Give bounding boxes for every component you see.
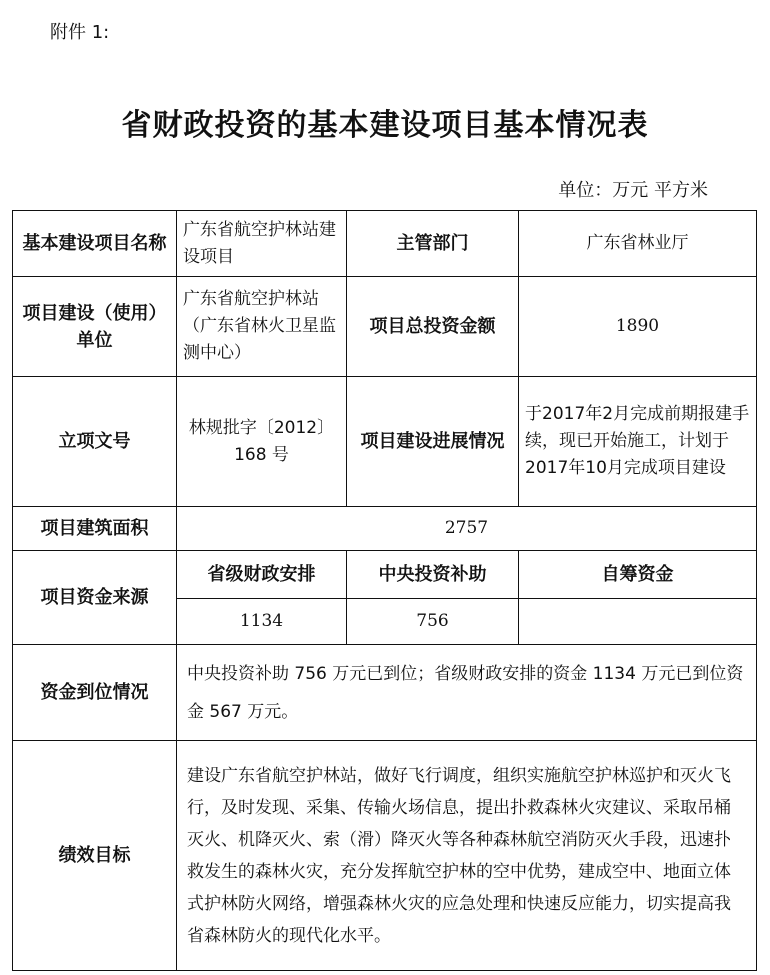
funds-arrival-value: 中央投资补助 756 万元已到位；省级财政安排的资金 1134 万元已到位资金 567 万元。 <box>177 645 757 741</box>
progress-value: 于2017年2月完成前期报建手续，现已开始施工，计划于2017年10月完成项目建设 <box>519 377 757 507</box>
dept-label: 主管部门 <box>347 211 519 277</box>
funding-col-central: 中央投资补助 <box>347 551 519 599</box>
total-invest-value: 1890 <box>519 277 757 377</box>
project-name-label: 基本建设项目名称 <box>13 211 177 277</box>
performance-goal-label: 绩效目标 <box>13 741 177 971</box>
funding-self-value <box>519 599 757 645</box>
approval-doc-label: 立项文号 <box>13 377 177 507</box>
table-row <box>13 645 757 741</box>
table-row <box>13 741 757 971</box>
area-value: 2757 <box>177 507 757 551</box>
total-invest-label: 项目总投资金额 <box>347 277 519 377</box>
progress-label: 项目建设进展情况 <box>347 377 519 507</box>
page-title: 省财政投资的基本建设项目基本情况表 <box>121 108 649 143</box>
performance-goal-value: 建设广东省航空护林站，做好飞行调度，组织实施航空护林巡护和灭火飞行，及时发现、采集、传输火场信息，提出扑救森林火灾建议、采取吊桶灭火、机降灭火、索（滑）降灭火等各种森林航空消防灭火手段，迅速扑救发生的森林火灾，充分发挥航空护林的空中优势，建成空中、地面立体式护林防火网络，增强森林火灾的应急处理和快速反应能力，切实提高我省森林防火的现代化水平。 <box>177 741 757 971</box>
funding-central-value: 756 <box>347 599 519 645</box>
table-row <box>13 211 757 277</box>
funds-arrival-label: 资金到位情况 <box>13 645 177 741</box>
build-unit-value: 广东省航空护林站（广东省林火卫星监测中心） <box>177 277 347 377</box>
area-label: 项目建筑面积 <box>13 507 177 551</box>
table-row <box>13 277 757 377</box>
funding-col-self: 自筹资金 <box>519 551 757 599</box>
attachment-label: 附件 1: <box>50 22 110 43</box>
funding-col-provincial: 省级财政安排 <box>177 551 347 599</box>
project-info-table <box>12 210 757 971</box>
build-unit-label: 项目建设（使用）单位 <box>13 277 177 377</box>
funding-provincial-value: 1134 <box>177 599 347 645</box>
dept-value: 广东省林业厅 <box>519 211 757 277</box>
funding-source-label: 项目资金来源 <box>13 551 177 645</box>
unit-label: 单位：万元 平方米 <box>558 180 708 201</box>
table-row <box>13 377 757 507</box>
table-row <box>13 507 757 551</box>
project-name-value: 广东省航空护林站建设项目 <box>177 211 347 277</box>
table-row <box>13 551 757 599</box>
approval-doc-value: 林规批字〔2012〕168 号 <box>177 377 347 507</box>
